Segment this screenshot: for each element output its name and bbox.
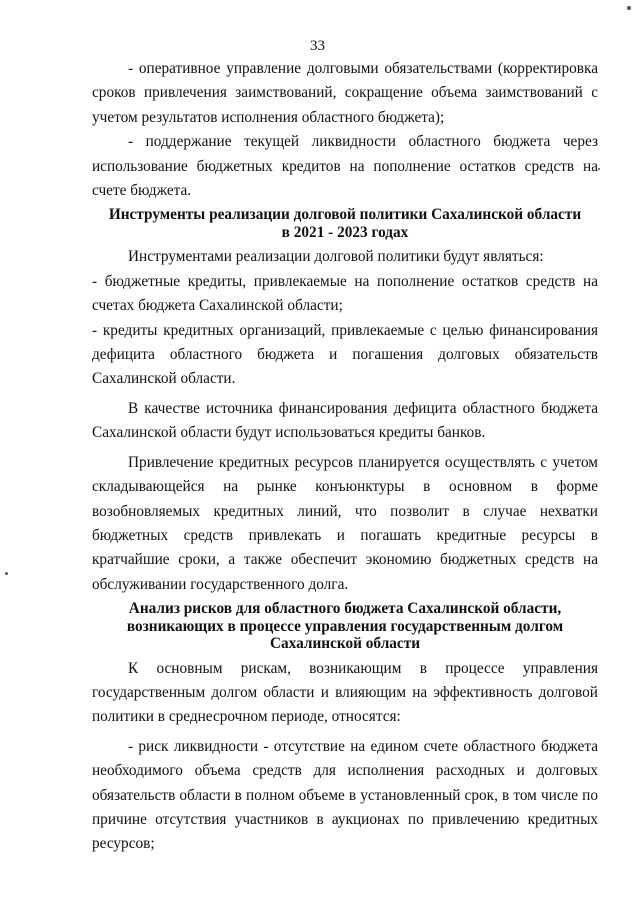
paragraph-credit-attraction: Привлечение кредитных ресурсов планируется осуществлять с учетом складывающейся на рынке конъюнктуры в основном в форме возобновляемых кредитных линий, что позволит в случае нехватки бюджетных средств привлекать и погашать кредитные ресурсы в кратчайшие сроки, а также обеспечит экономию бюджетных средств на обслуживании государственного долга.: [92, 453, 598, 593]
scan-speck: [627, 6, 631, 10]
paragraph-deficit-source: В качестве источника финансирования дефицита областного бюджета Сахалинской области будут использоваться кредиты банков.: [92, 399, 598, 442]
paragraph-debt-management: - оперативное управление долговыми обязательствами (корректировка сроков привлечения заимствований, сокращение объема заимствований с учетом результатов исполнения областного бюджета);: [92, 60, 598, 126]
paragraph-bank-credits: - кредиты кредитных организаций, привлекаемые с целью финансирования дефицита областного бюджета и погашения долговых обязательств Сахалинской области.: [92, 321, 598, 388]
scan-speck: [598, 168, 600, 170]
paragraph-instruments-intro: Инструментами реализации долговой политики будут являться:: [128, 248, 544, 266]
paragraph-liquidity-support: - поддержание текущей ликвидности областного бюджета через использование бюджетных кредитов на пополнение остатков средств на счете бюджета.: [92, 133, 598, 200]
section-heading-risk-analysis: Анализ рисков для областного бюджета Сахалинской области, возникающих в процессе управления государственным долгом Сахалинской области: [126, 600, 564, 653]
paragraph-liquidity-risk: - риск ликвидности - отсутствие на едином счете областного бюджета необходимого объема средств для исполнения расходных и долговых обязательств области в полном объеме в установленный срок, в том числе по причине отсутствия участников в аукционах по привлечению кредитных ресурсов;: [92, 737, 598, 853]
section-heading-instruments: Инструменты реализации долговой политики Сахалинской области в 2021 - 2023 годах: [108, 206, 582, 241]
paragraph-budget-credits: - бюджетные кредиты, привлекаемые на пополнение остатков средств на счетах бюджета Сахалинской области;: [92, 272, 598, 315]
page-number: 33: [310, 38, 325, 54]
scan-speck: [5, 572, 8, 575]
document-body: [92, 57, 598, 857]
paragraph-main-risks: К основным рискам, возникающим в процессе управления государственным долгом области и влияющим на эффективность долговой политики в среднесрочном периоде, относятся:: [92, 659, 598, 726]
